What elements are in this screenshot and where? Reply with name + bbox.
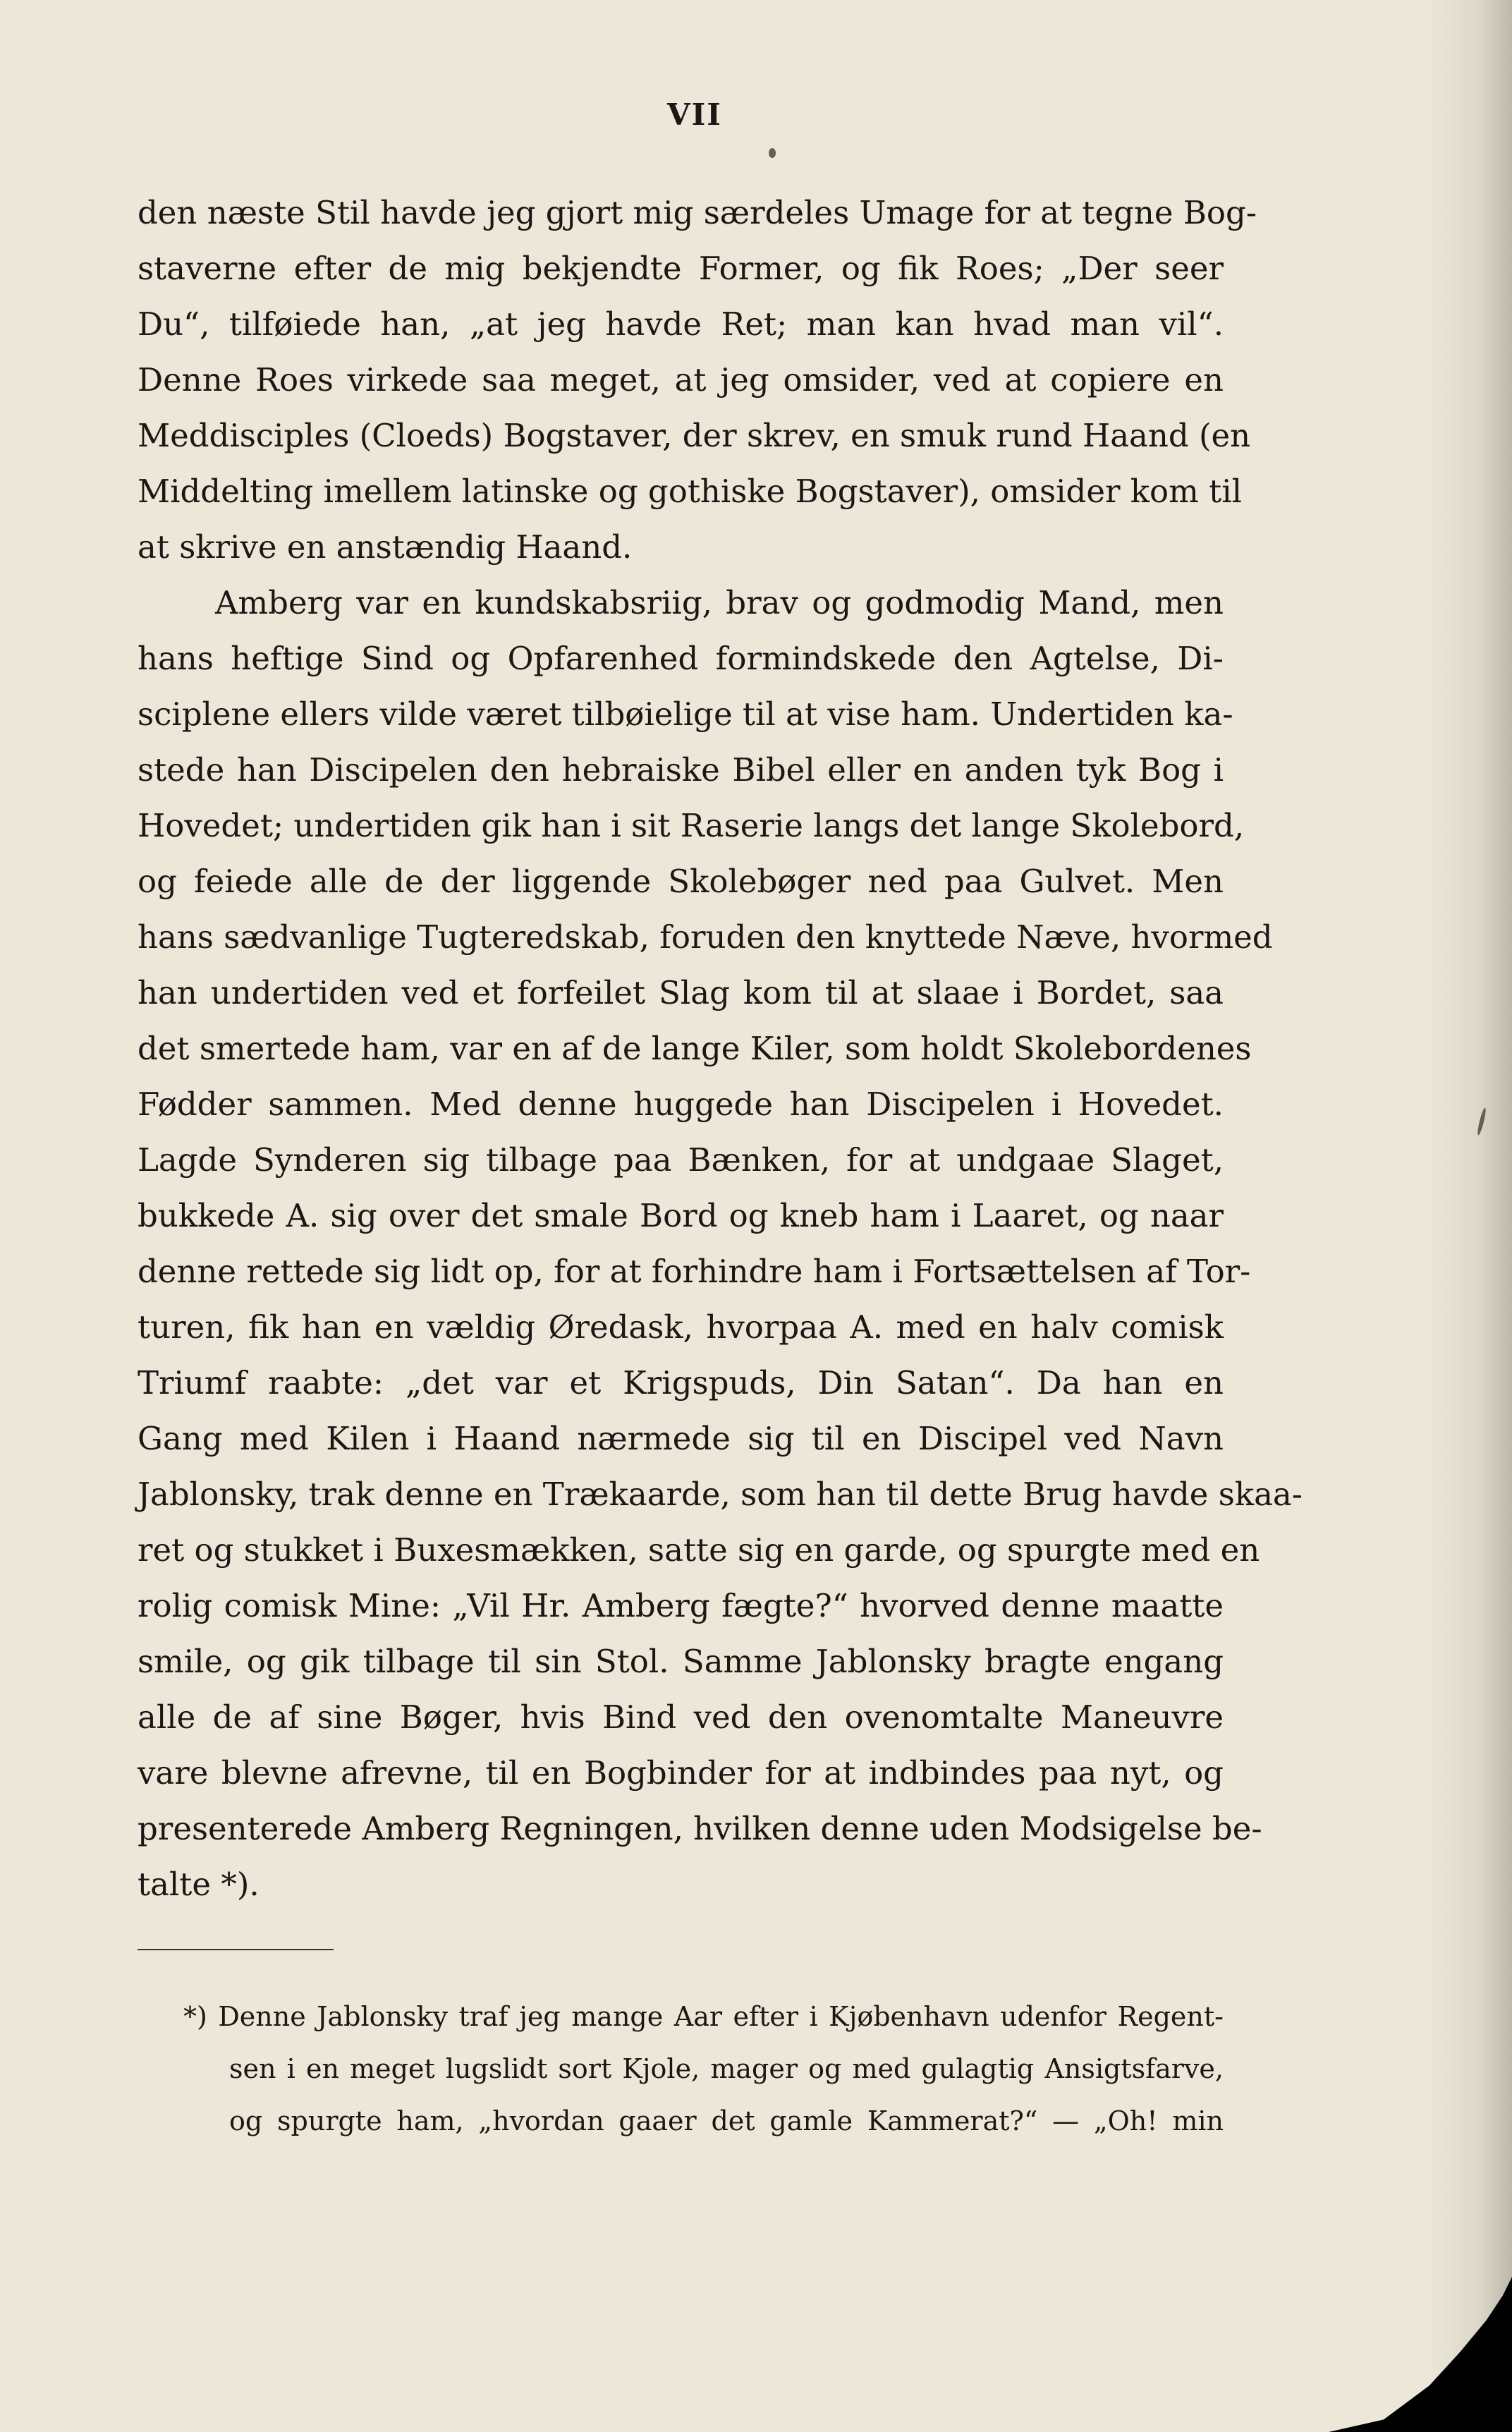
footnote — [183, 1990, 1224, 2147]
text-line: bukkede A. sig over det smale Bord og kneb ham i Laaret, og naar — [138, 1197, 1224, 1234]
footnote-line: *) Denne Jablonsky traf jeg mange Aar efter i Kjøbenhavn udenfor Regent- — [183, 2001, 1224, 2032]
text-line: Meddisciples (Cloeds) Bogstaver, der skrev, en smuk rund Haand (en — [138, 417, 1251, 454]
text-line: Lagde Synderen sig tilbage paa Bænken, for at undgaae Slaget, — [138, 1141, 1224, 1179]
text-line: Du“, tilføiede han, „at jeg havde Ret; man kan hvad man vil“. — [138, 305, 1224, 343]
text-line: alle de af sine Bøger, hvis Bind ved den ovenomtalte Maneuvre — [138, 1698, 1224, 1736]
text-line: hans sædvanlige Tugteredskab, foruden den knyttede Næve, hvormed — [138, 918, 1273, 956]
text-line: det smertede ham, var en af de lange Kiler, som holdt Skolebordenes — [138, 1030, 1252, 1067]
footnote-rule — [138, 1949, 334, 1950]
text-line: Middelting imellem latinske og gothiske Bogstaver), omsider kom til — [138, 473, 1242, 510]
text-line: at skrive en anstændig Haand. — [138, 528, 633, 566]
text-line: rolig comisk Mine: „Vil Hr. Amberg fægte?“ hvorved denne maatte — [138, 1587, 1224, 1624]
page-number: VII — [667, 97, 722, 132]
text-line: Jablonsky, trak denne en Trækaarde, som han til dette Brug havde skaa- — [138, 1476, 1303, 1513]
text-line: vare blevne afrevne, til en Bogbinder for at indbindes paa nyt, og — [138, 1754, 1224, 1792]
text-line: den næste Stil havde jeg gjort mig særdeles Umage for at tegne Bog- — [138, 194, 1257, 231]
text-line: ret og stukket i Buxesmækken, satte sig en garde, og spurgte med en — [138, 1531, 1260, 1569]
text-line: og feiede alle de der liggende Skolebøger ned paa Gulvet. Men — [138, 863, 1224, 900]
text-line: talte *). — [138, 1866, 260, 1903]
text-line: Denne Roes virkede saa meget, at jeg omsider, ved at copiere en — [138, 361, 1224, 399]
text-line: Hovedet; undertiden gik han i sit Raserie langs det lange Skolebord, — [138, 807, 1245, 844]
text-line: Triumf raabte: „det var et Krigspuds, Din Satan“. Da han en — [138, 1364, 1224, 1402]
text-line: sciplene ellers vilde været tilbøielige til at vise ham. Undertiden ka- — [138, 695, 1233, 733]
text-line: presenterede Amberg Regningen, hvilken denne uden Modsigelse be- — [138, 1810, 1262, 1847]
text-line: staverne efter de mig bekjendte Former, og fik Roes; „Der seer — [138, 250, 1224, 287]
body-text — [138, 185, 1303, 1912]
text-line: stede han Discipelen den hebraiske Bibel eller en anden tyk Bog i — [138, 751, 1224, 789]
footnote-line: og spurgte ham, „hvordan gaaer det gamle Kammerat?“ — „Oh! min — [229, 2105, 1224, 2136]
ink-speck — [769, 148, 776, 158]
text-line: han undertiden ved et forfeilet Slag kom til at slaae i Bordet, saa — [138, 974, 1224, 1011]
text-line: denne rettede sig lidt op, for at forhindre ham i Fortsættelsen af Tor- — [138, 1253, 1251, 1290]
paragraph-start-line: Amberg var en kundskabsriig, brav og godmodig Mand, men — [215, 584, 1224, 621]
text-line: Gang med Kilen i Haand nærmede sig til en Discipel ved Navn — [138, 1420, 1224, 1457]
text-line: hans heftige Sind og Opfarenhed formindskede den Agtelse, Di- — [138, 640, 1224, 677]
text-line: smile, og gik tilbage til sin Stol. Samme Jablonsky bragte engang — [138, 1643, 1224, 1680]
page-edge-shadow — [1427, 0, 1512, 2432]
footnote-line: sen i en meget lugslidt sort Kjole, mager og med gulagtig Ansigtsfarve, — [229, 2053, 1224, 2084]
text-line: turen, fik han en vældig Øredask, hvorpaa A. med en halv comisk — [138, 1308, 1224, 1346]
text-line: Fødder sammen. Med denne huggede han Discipelen i Hovedet. — [138, 1086, 1224, 1123]
